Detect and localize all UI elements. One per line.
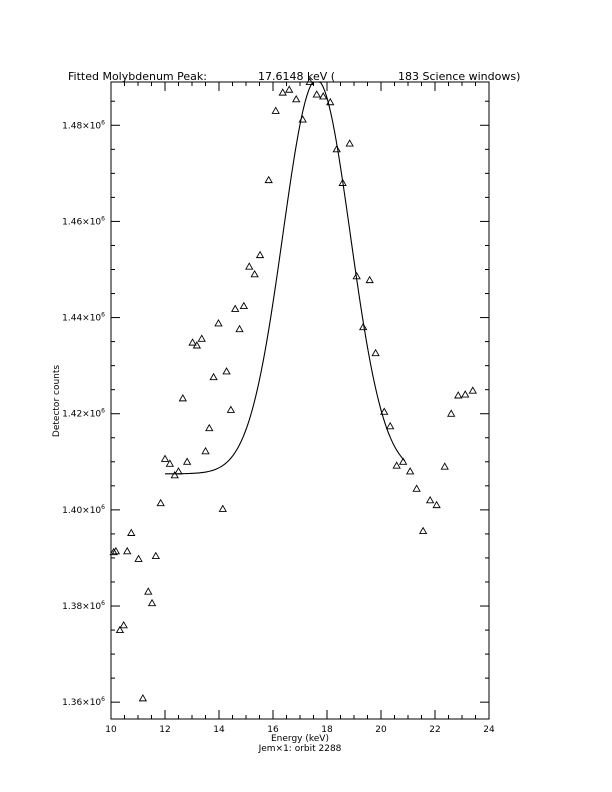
data-point: [346, 140, 353, 146]
data-point: [366, 277, 373, 283]
y-tick-label: $1.40\times 10^6$: [62, 503, 105, 516]
data-point: [149, 600, 156, 606]
y-tick-label: $1.38\times 10^6$: [62, 600, 105, 613]
data-point: [441, 463, 448, 469]
data-point: [393, 462, 400, 468]
x-tick-label: 24: [483, 725, 495, 735]
data-point: [462, 391, 469, 397]
data-point: [219, 506, 226, 512]
data-point: [184, 458, 191, 464]
y-axis-ticks: [111, 101, 489, 702]
data-point: [227, 406, 234, 412]
data-point: [360, 324, 367, 330]
y-tick-label: $1.46\times 10^6$: [62, 215, 105, 228]
data-point: [272, 107, 279, 113]
data-point: [387, 423, 394, 429]
data-point: [257, 252, 264, 258]
data-point: [120, 622, 127, 628]
footer-label: Jem×1: orbit 2288: [258, 744, 342, 754]
y-axis-tick-labels: [62, 119, 105, 708]
x-tick-label: 16: [267, 725, 279, 735]
data-point: [157, 500, 164, 506]
data-point: [198, 335, 205, 341]
x-tick-label: 14: [213, 725, 225, 735]
data-point: [128, 530, 135, 536]
y-tick-label: $1.36\times 10^6$: [62, 696, 105, 709]
data-point: [189, 339, 196, 345]
data-point: [162, 456, 169, 462]
data-point: [413, 485, 420, 491]
data-point: [372, 350, 379, 356]
chart-title: [68, 70, 520, 83]
plot-frame: [111, 82, 489, 719]
data-point: [246, 263, 253, 269]
data-point: [152, 553, 159, 559]
data-point: [286, 86, 293, 92]
data-point: [448, 410, 455, 416]
data-points: [110, 79, 476, 701]
title-prefix: Fitted Molybdenum Peak:: [68, 70, 207, 83]
x-tick-label: 10: [105, 725, 117, 735]
data-point: [251, 271, 258, 277]
title-energy: 17.6148 keV (: [258, 70, 336, 83]
data-point: [175, 468, 182, 474]
data-point: [202, 448, 209, 454]
data-point: [433, 502, 440, 508]
data-point: [400, 458, 407, 464]
y-tick-label: $1.42\times 10^6$: [62, 407, 105, 420]
title-windows: 183 Science windows): [398, 70, 521, 83]
data-point: [206, 425, 213, 431]
y-tick-label: $1.44\times 10^6$: [62, 311, 105, 324]
data-point: [265, 177, 272, 183]
data-point: [469, 387, 476, 393]
data-point: [215, 320, 222, 326]
data-point: [407, 468, 414, 474]
data-point: [293, 96, 300, 102]
data-point: [240, 303, 247, 309]
data-point: [171, 472, 178, 478]
x-tick-label: 20: [375, 725, 387, 735]
x-axis-label: Energy (keV): [271, 734, 329, 744]
x-tick-label: 18: [321, 725, 333, 735]
x-axis-ticks: [111, 82, 489, 719]
data-point: [179, 395, 186, 401]
data-point: [139, 695, 146, 701]
x-tick-label: 12: [159, 725, 171, 735]
data-point: [333, 146, 340, 152]
data-point: [232, 306, 239, 312]
data-point: [223, 368, 230, 374]
data-point: [427, 497, 434, 503]
data-point: [279, 89, 286, 95]
x-tick-label: 22: [429, 725, 441, 735]
data-point: [135, 556, 142, 562]
data-point: [236, 326, 243, 332]
data-point: [299, 116, 306, 122]
data-point: [145, 588, 152, 594]
y-axis-label: Detector counts: [52, 364, 62, 438]
data-point: [455, 392, 462, 398]
data-point: [313, 91, 320, 97]
data-point: [124, 548, 131, 554]
data-point: [420, 528, 427, 534]
data-point: [210, 374, 217, 380]
y-tick-label: $1.48\times 10^6$: [62, 119, 105, 132]
